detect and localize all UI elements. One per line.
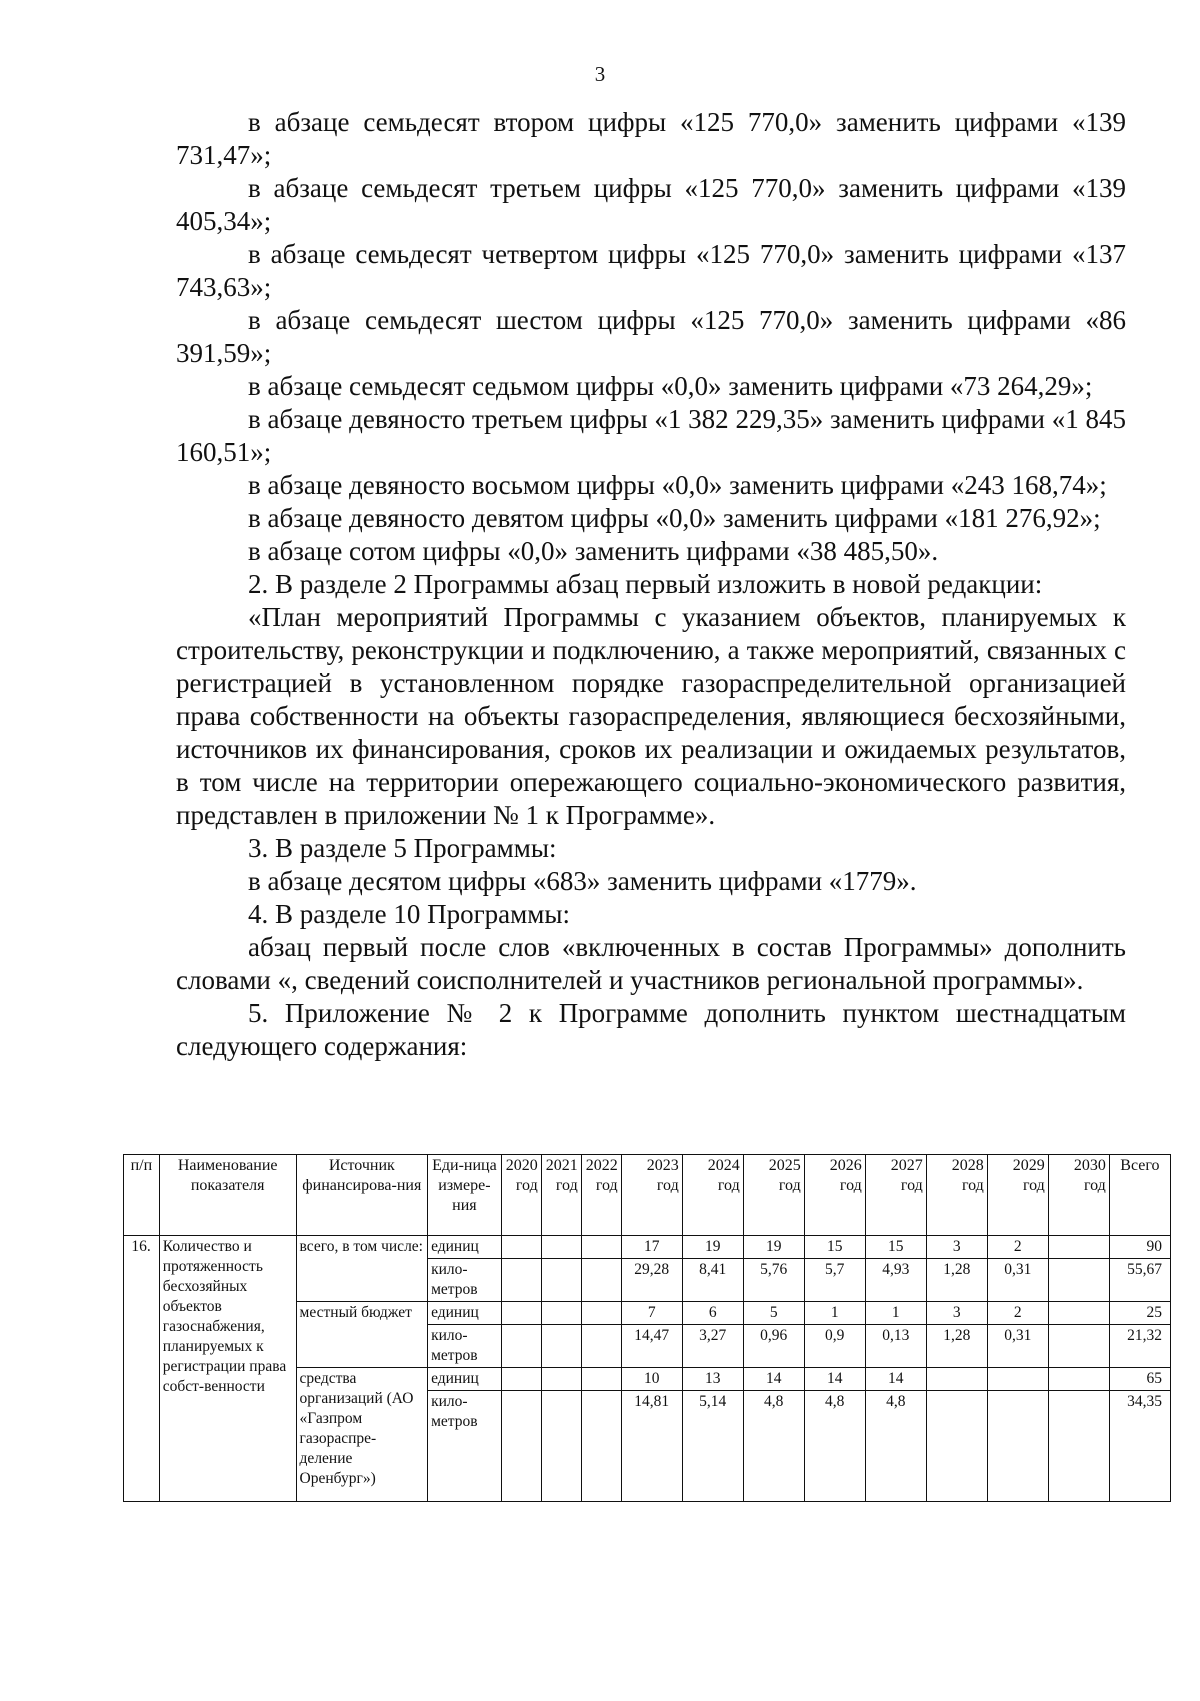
financing-source: местный бюджет — [296, 1302, 428, 1368]
table-row — [124, 1236, 1171, 1259]
value-cell: 5,7 — [804, 1259, 865, 1302]
header-year: 2023 год — [621, 1155, 682, 1236]
value-cell — [1048, 1368, 1109, 1391]
financing-source: средства организаций (АО «Газпром газораспре-деление Оренбург») — [296, 1368, 428, 1502]
value-cell: 1 — [865, 1302, 926, 1325]
header-unit: Еди-ница измере-ния — [428, 1155, 502, 1236]
paragraph: в абзаце семьдесят втором цифры «125 770,0» заменить цифрами «139 731,47»; — [176, 107, 1126, 170]
value-cell — [541, 1259, 581, 1302]
value-cell: 3 — [926, 1236, 987, 1259]
value-cell — [581, 1325, 621, 1368]
value-cell — [581, 1259, 621, 1302]
unit-cell: кило-метров — [428, 1259, 502, 1302]
header-year: 2029 год — [987, 1155, 1048, 1236]
value-cell — [541, 1391, 581, 1502]
financing-source: всего, в том числе: — [296, 1236, 428, 1302]
value-cell: 10 — [621, 1368, 682, 1391]
value-cell — [987, 1368, 1048, 1391]
value-cell: 19 — [743, 1236, 804, 1259]
value-cell: 1 — [804, 1302, 865, 1325]
value-cell: 7 — [621, 1302, 682, 1325]
header-year: 2030 год — [1048, 1155, 1109, 1236]
document-body — [176, 106, 1126, 1063]
value-cell — [987, 1391, 1048, 1502]
value-cell: 8,41 — [682, 1259, 743, 1302]
paragraph: в абзаце семьдесят четвертом цифры «125 770,0» заменить цифрами «137 743,63»; — [176, 239, 1126, 302]
value-cell: 5,76 — [743, 1259, 804, 1302]
value-cell: 0,31 — [987, 1259, 1048, 1302]
value-cell: 4,8 — [743, 1391, 804, 1502]
total-cell: 25 — [1109, 1302, 1170, 1325]
value-cell: 13 — [682, 1368, 743, 1391]
table-header — [124, 1155, 1171, 1236]
indicator-name: Количество и протяженность бесхозяйных объектов газоснабжения, планируемых к регистрации права собст-венности — [159, 1236, 296, 1502]
unit-cell: единиц — [428, 1236, 502, 1259]
paragraph: абзац первый после слов «включенных в состав Программы» дополнить словами «, сведений соисполнителей и участников региональной программы». — [176, 932, 1126, 995]
value-cell: 5,14 — [682, 1391, 743, 1502]
total-cell: 55,67 — [1109, 1259, 1170, 1302]
value-cell — [501, 1368, 541, 1391]
row-number: 16. — [124, 1236, 160, 1502]
value-cell: 29,28 — [621, 1259, 682, 1302]
value-cell — [581, 1236, 621, 1259]
value-cell: 4,93 — [865, 1259, 926, 1302]
page-number: 3 — [594, 62, 606, 86]
value-cell: 3 — [926, 1302, 987, 1325]
value-cell: 0,31 — [987, 1325, 1048, 1368]
value-cell: 14 — [865, 1368, 926, 1391]
value-cell — [541, 1368, 581, 1391]
value-cell: 2 — [987, 1236, 1048, 1259]
value-cell: 6 — [682, 1302, 743, 1325]
value-cell — [501, 1391, 541, 1502]
value-cell — [501, 1302, 541, 1325]
paragraph: 2. В разделе 2 Программы абзац первый изложить в новой редакции: — [248, 569, 1043, 599]
indicators-table — [123, 1154, 1171, 1502]
value-cell: 0,13 — [865, 1325, 926, 1368]
value-cell — [926, 1368, 987, 1391]
value-cell: 0,96 — [743, 1325, 804, 1368]
unit-cell: кило-метров — [428, 1391, 502, 1502]
value-cell — [581, 1391, 621, 1502]
value-cell — [1048, 1236, 1109, 1259]
value-cell — [541, 1302, 581, 1325]
paragraph: в абзаце семьдесят третьем цифры «125 770,0» заменить цифрами «139 405,34»; — [176, 173, 1126, 236]
value-cell — [501, 1259, 541, 1302]
value-cell: 15 — [865, 1236, 926, 1259]
paragraph: в абзаце семьдесят седьмом цифры «0,0» заменить цифрами «73 264,29»; — [248, 371, 1093, 401]
value-cell — [1048, 1391, 1109, 1502]
value-cell: 1,28 — [926, 1325, 987, 1368]
header-year: 2028 год — [926, 1155, 987, 1236]
header-year: 2022 год — [581, 1155, 621, 1236]
value-cell: 4,8 — [804, 1391, 865, 1502]
paragraph: 4. В разделе 10 Программы: — [248, 899, 570, 929]
value-cell: 14,81 — [621, 1391, 682, 1502]
value-cell: 14,47 — [621, 1325, 682, 1368]
value-cell — [581, 1368, 621, 1391]
paragraph: 3. В разделе 5 Программы: — [248, 833, 557, 863]
header-year: 2025 год — [743, 1155, 804, 1236]
total-cell: 90 — [1109, 1236, 1170, 1259]
unit-cell: кило-метров — [428, 1325, 502, 1368]
value-cell — [1048, 1325, 1109, 1368]
paragraph: в абзаце девяносто девятом цифры «0,0» заменить цифрами «181 276,92»; — [248, 503, 1101, 533]
value-cell — [1048, 1302, 1109, 1325]
value-cell — [581, 1302, 621, 1325]
header-year: 2026 год — [804, 1155, 865, 1236]
paragraph: 5. Приложение № 2 к Программе дополнить пунктом шестнадцатым следующего содержания: — [176, 998, 1126, 1061]
value-cell: 0,9 — [804, 1325, 865, 1368]
value-cell: 1,28 — [926, 1259, 987, 1302]
value-cell — [926, 1391, 987, 1502]
header-num: п/п — [124, 1155, 160, 1236]
value-cell — [1048, 1259, 1109, 1302]
header-name: Наименование показателя — [159, 1155, 296, 1236]
value-cell — [501, 1325, 541, 1368]
value-cell: 4,8 — [865, 1391, 926, 1502]
value-cell: 14 — [804, 1368, 865, 1391]
value-cell: 3,27 — [682, 1325, 743, 1368]
paragraph: в абзаце десятом цифры «683» заменить цифрами «1779». — [248, 866, 917, 896]
paragraph: «План мероприятий Программы с указанием объектов, планируемых к строительству, реконструкции и подключению, а также мероприятий, связанных с регистрацией в установленном порядке газораспределительной организацией права собственности на объекты газораспределения, являющиеся бесхозяйными, источников их финансирования, сроков их реализации и ожидаемых результатов, в том числе на территории опережающего социально-экономического развития, представлен в приложении № 1 к Программе». — [176, 602, 1126, 830]
header-year: 2021 год — [541, 1155, 581, 1236]
paragraph: в абзаце семьдесят шестом цифры «125 770,0» заменить цифрами «86 391,59»; — [176, 305, 1126, 368]
header-source: Источник финансирова-ния — [296, 1155, 428, 1236]
unit-cell: единиц — [428, 1302, 502, 1325]
total-cell: 21,32 — [1109, 1325, 1170, 1368]
total-cell: 34,35 — [1109, 1391, 1170, 1502]
header-year: 2020 год — [501, 1155, 541, 1236]
unit-cell: единиц — [428, 1368, 502, 1391]
value-cell — [501, 1236, 541, 1259]
value-cell: 15 — [804, 1236, 865, 1259]
value-cell — [541, 1325, 581, 1368]
value-cell: 19 — [682, 1236, 743, 1259]
header-year: 2027 год — [865, 1155, 926, 1236]
header-year: 2024 год — [682, 1155, 743, 1236]
paragraph: в абзаце сотом цифры «0,0» заменить цифрами «38 485,50». — [248, 536, 939, 566]
value-cell: 2 — [987, 1302, 1048, 1325]
paragraph: в абзаце девяносто восьмом цифры «0,0» заменить цифрами «243 168,74»; — [248, 470, 1107, 500]
total-cell: 65 — [1109, 1368, 1170, 1391]
paragraph: в абзаце девяносто третьем цифры «1 382 229,35» заменить цифрами «1 845 160,51»; — [176, 404, 1126, 467]
header-total: Всего — [1109, 1155, 1170, 1236]
value-cell: 17 — [621, 1236, 682, 1259]
value-cell — [541, 1236, 581, 1259]
value-cell: 14 — [743, 1368, 804, 1391]
value-cell: 5 — [743, 1302, 804, 1325]
